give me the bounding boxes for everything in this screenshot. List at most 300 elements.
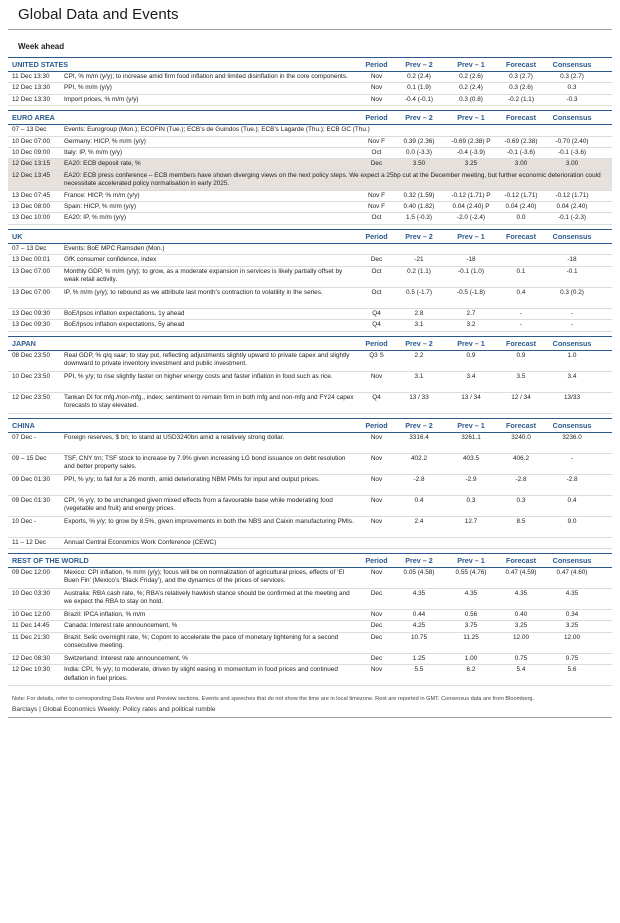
- row-event: EA20: ECB deposit rate, %: [64, 160, 141, 168]
- table-row: [8, 213, 612, 224]
- row-consensus: 3.4: [567, 372, 577, 380]
- row-consensus: 0.47 (4.60): [556, 568, 588, 576]
- table-row: [8, 475, 612, 496]
- row-period: Q4: [372, 321, 381, 329]
- row-date: 13 Dec 09:30: [12, 321, 51, 329]
- row-forecast: -0.12 (1.71): [504, 191, 538, 199]
- row-date: 11 Dec 14:45: [12, 622, 50, 630]
- row-forecast: -0.1 (-3.6): [506, 149, 536, 157]
- row-event: EA20: IP, % m/m (y/y): [64, 214, 127, 222]
- row-date: 13 Dec 09:30: [12, 309, 51, 317]
- table-row: [8, 393, 612, 414]
- column-header-forecast: Forecast: [506, 231, 536, 241]
- row-prev1: 3.4: [466, 372, 476, 380]
- table-row: [8, 159, 612, 170]
- row-date: 10 Dec 07:00: [12, 137, 51, 145]
- row-date: 10 Dec 12:00: [12, 610, 51, 618]
- row-consensus: 3236.0: [562, 433, 582, 441]
- column-header-period: Period: [365, 555, 388, 565]
- row-event: Events: Eurogroup (Mon.); ECOFIN (Tue.); ECB’s de Guindos (Tue.); ECB’s Lagarde (Thu.); ECB GC (Thu.): [64, 126, 370, 134]
- section-header: [8, 229, 612, 244]
- column-header-prev1: Prev – 1: [457, 60, 485, 69]
- section-header: [8, 57, 612, 72]
- section-name: REST OF THE WORLD: [12, 555, 89, 565]
- row-forecast: -0.69 (2.38): [504, 137, 538, 145]
- row-prev2: -2.8: [413, 475, 425, 483]
- row-prev1: 6.2: [466, 666, 476, 674]
- row-date: 13 Dec 07:00: [12, 288, 51, 296]
- row-period: Nov: [370, 372, 383, 380]
- row-forecast: 0.3: [516, 496, 526, 504]
- column-header-prev1: Prev – 1: [457, 420, 485, 430]
- row-period: Nov: [370, 610, 383, 618]
- title-divider: [8, 29, 612, 30]
- row-period: Nov: [370, 568, 383, 576]
- row-event: Tankan DI for mfg./non-mfg., index; sentiment to remain firm in both mfg and non-mfg and FY24 capex forecasts to stay elevated.: [64, 393, 354, 409]
- row-prev1: 0.04 (2.40) P: [452, 203, 490, 211]
- row-forecast: 0.4: [516, 288, 526, 296]
- row-consensus: 3.25: [565, 622, 579, 630]
- row-date: 12 Dec 13:15: [12, 160, 51, 168]
- row-prev2: -0.4 (-0.1): [404, 95, 434, 103]
- row-prev1: -0.12 (1.71) P: [451, 191, 491, 199]
- row-event: Mexico: CPI inflation, % m/m (y/y); focus will be on normalization of agricultural prices, effects of ‘El Buen Fin’ (Mexico’s ‘Black Friday’), and the dynamics of the prices of services.: [64, 568, 345, 585]
- table-row: [8, 95, 612, 106]
- row-prev1: -0.1 (1.0): [458, 267, 484, 275]
- row-event: EA20: ECB press conference – ECB members have shown diverging views on the next policy steps. We expect a 25bp cut at the December meeting, but further economic deterioration could necessitate accelerated policy normalisation in early 2025.: [64, 171, 601, 188]
- row-prev1: -18: [466, 256, 476, 264]
- row-event: Annual Central Economics Work Conference (CEWC): [64, 538, 217, 546]
- row-forecast: [497, 255, 545, 257]
- row-forecast: 0.3 (2.7): [509, 73, 533, 80]
- row-consensus: 0.75: [565, 654, 579, 662]
- table-row: [8, 125, 612, 136]
- row-event: GfK consumer confidence, index: [64, 256, 157, 264]
- row-prev1: 0.3 (0.8): [459, 95, 483, 103]
- row-consensus: 4.35: [565, 589, 579, 597]
- section-header: [8, 418, 612, 433]
- row-period: Dec: [370, 160, 383, 168]
- row-prev1: 0.2 (2.6): [459, 73, 483, 80]
- row-date: 13 Dec 07:00: [12, 267, 51, 275]
- row-period: Nov: [370, 73, 383, 80]
- table-row: [8, 351, 612, 372]
- table-row: [8, 621, 612, 632]
- row-prev1: 1.00: [464, 654, 478, 662]
- row-forecast: 3240.0: [511, 433, 531, 441]
- row-prev2: 0.5 (-1.7): [406, 288, 432, 296]
- row-date: 12 Dec 13:30: [12, 84, 51, 92]
- row-event: PPI, % m/m (y/y): [64, 84, 112, 92]
- column-header-prev2: Prev – 2: [405, 420, 433, 430]
- row-forecast: 0.0: [516, 214, 526, 222]
- row-consensus: 9.0: [567, 517, 577, 525]
- row-prev1: 4.35: [464, 589, 478, 597]
- table-row: [8, 72, 612, 83]
- row-event: CPI, % y/y; to be unchanged given mixed effects from a favourable base while moderating food (vegetable and fruit) and energy prices.: [64, 496, 333, 512]
- column-header-prev1: Prev – 1: [457, 113, 485, 123]
- row-prev2: 0.44: [412, 610, 426, 618]
- row-consensus: 13/33: [564, 393, 580, 401]
- section-header: [8, 110, 612, 125]
- row-consensus: 3.00: [565, 160, 579, 168]
- row-event: India: CPI, % y/y; to moderate, driven by slight easing in momentum in food prices and continued deflation in fuel prices.: [64, 666, 338, 682]
- row-period: Nov: [370, 666, 383, 674]
- table-row: [8, 309, 612, 320]
- row-event: Switzerland: Interest rate announcement, %: [64, 654, 188, 662]
- row-prev2: 1.5 (-0.3): [406, 214, 432, 222]
- row-forecast: 0.47 (4.59): [505, 568, 537, 576]
- row-prev1: 13 / 34: [461, 393, 481, 401]
- row-prev1: -0.5 (-1.8): [456, 288, 486, 296]
- row-prev1: -0.69 (2.38) P: [451, 137, 491, 145]
- row-date: 13 Dec 08:00: [12, 203, 51, 211]
- table-row: [8, 191, 612, 202]
- row-prev1: 11.25: [463, 633, 479, 641]
- row-consensus: -: [570, 309, 574, 317]
- row-consensus: -0.12 (1.71): [555, 191, 589, 199]
- row-period: Nov: [370, 95, 383, 103]
- row-period: Nov: [370, 517, 383, 525]
- column-header-period: Period: [365, 60, 388, 69]
- row-consensus: 0.3: [567, 84, 577, 92]
- row-prev2: 10.75: [411, 633, 427, 641]
- row-prev2: -21: [414, 256, 424, 264]
- row-period: Q4: [372, 309, 381, 317]
- column-header-prev2: Prev – 2: [405, 231, 433, 241]
- row-prev1: 3.25: [464, 160, 478, 168]
- section-name: UK: [12, 231, 23, 241]
- row-prev1: 403.5: [463, 454, 479, 462]
- row-date: 11 Dec 21:30: [12, 633, 50, 641]
- row-consensus: -: [570, 321, 574, 329]
- row-period: Dec: [370, 256, 383, 264]
- row-event: France: HICP, % m/m (y/y): [64, 191, 140, 199]
- row-prev2: 3.1: [414, 372, 424, 380]
- row-event: Monthly GDP, % m/m (y/y); to grow, as a moderate expansion in services is likely partially offset by weak retail activity.: [64, 267, 343, 284]
- row-prev1: 0.9: [466, 351, 476, 359]
- row-date: 10 Dec 09:00: [12, 149, 51, 157]
- row-prev2: 1.25: [412, 654, 426, 662]
- column-header-consensus: Consensus: [552, 231, 592, 241]
- row-event: Import prices, % m/m (y/y): [64, 95, 139, 103]
- row-prev2: 0.2 (2.4): [407, 73, 431, 80]
- row-prev2: 2.8: [414, 309, 424, 317]
- row-event: Spain: HICP, % m/m (y/y): [64, 203, 136, 211]
- row-event: Exports, % y/y; to grow by 8.5%, given improvements in both the NBS and Caixin manufacturing PMIs.: [64, 517, 354, 525]
- column-header-period: Period: [365, 338, 388, 348]
- row-date: 13 Dec 00:01: [12, 256, 51, 264]
- table-row: [8, 255, 612, 266]
- row-date: 10 Dec 03:30: [12, 589, 51, 597]
- column-header-forecast: Forecast: [506, 555, 536, 565]
- page: [8, 6, 612, 718]
- row-event: Brazil: IPCA inflation, % m/m: [64, 610, 146, 618]
- row-consensus: -0.1: [566, 267, 578, 275]
- row-period: Nov F: [367, 137, 386, 145]
- row-prev1: -0.4 (-3.9): [456, 149, 486, 157]
- row-prev2: 3316.4: [409, 433, 429, 441]
- row-consensus: 0.3 (2.7): [560, 73, 584, 80]
- row-prev1: -2.0 (-2.4): [456, 214, 486, 222]
- row-period: Oct: [371, 214, 382, 222]
- row-date: 09 Dec 01:30: [12, 496, 51, 504]
- section-name: JAPAN: [12, 338, 36, 348]
- section-euro: [8, 110, 612, 225]
- row-forecast: -: [519, 309, 523, 317]
- column-header-prev2: Prev – 2: [405, 60, 433, 69]
- row-date: 09 Dec 12:00: [12, 568, 51, 576]
- column-header-prev2: Prev – 2: [405, 555, 433, 565]
- row-event: BoE/Ipsos inflation expectations, 5y ahead: [64, 321, 185, 329]
- row-date: 12 Dec 23:50: [12, 393, 51, 401]
- row-consensus: -0.1 (-2.3): [557, 214, 587, 222]
- row-forecast: -2.8: [515, 475, 527, 483]
- column-header-prev2: Prev – 2: [405, 338, 433, 348]
- row-period: Oct: [371, 149, 382, 157]
- row-period: Nov F: [367, 203, 386, 211]
- row-date: 12 Dec 08:30: [12, 654, 51, 662]
- row-prev2: 4.35: [412, 589, 426, 597]
- row-prev2: 402.2: [411, 454, 427, 462]
- table-row: [8, 171, 612, 191]
- row-event: BoE/Ipsos inflation expectations, 1y ahead: [64, 309, 185, 317]
- section-uk: [8, 229, 612, 332]
- row-event: Real GDP, % q/q saar; to stay put, reflecting adjustments slightly upward to private capex and slightly downward to private inventory investment and public investment.: [64, 351, 350, 367]
- row-prev1: 3.2: [466, 321, 476, 329]
- section-us: [8, 57, 612, 106]
- row-event: Canada: Interest rate announcement, %: [64, 622, 178, 630]
- row-consensus: -18: [567, 256, 577, 264]
- row-period: Oct: [371, 267, 382, 275]
- table-row: [8, 137, 612, 148]
- section-name: UNITED STATES: [12, 60, 69, 69]
- row-prev2: 0.0 (-3.3): [406, 149, 432, 157]
- row-consensus: 0.34: [565, 610, 579, 618]
- section-name: CHINA: [12, 420, 35, 430]
- row-prev1: 2.7: [466, 309, 476, 317]
- row-prev2: 0.32 (1.59): [403, 191, 435, 199]
- row-event: Italy: IP, % m/m (y/y): [64, 149, 123, 157]
- row-consensus: -0.3: [566, 95, 578, 103]
- row-prev2: 0.40 (1.82): [403, 203, 435, 211]
- table-row: [8, 454, 612, 475]
- footnote: Note: For details, refer to corresponding Data Review and Preview sections. Events and speeches that do not show the time are in local timezone. Rest are reported in GMT. Consensus data are from Bloomberg.: [12, 696, 535, 703]
- row-event: IP, % m/m (y/y); to rebound as we attribute last month’s contraction to volatility in the series.: [64, 288, 323, 296]
- table-row: [8, 665, 612, 686]
- table-row: [8, 654, 612, 665]
- footer-source: Barclays | Global Economics Weekly: Policy rates and political rumble: [12, 705, 216, 713]
- row-date: 07 – 13 Dec: [12, 126, 47, 134]
- row-date: 09 Dec 01:30: [12, 475, 51, 483]
- row-event: Australia: RBA cash rate, %; RBA’s relatively hawkish stance should be confirmed at the meeting and we expect the RBA to stay on hold.: [64, 589, 350, 606]
- table-row: [8, 538, 612, 549]
- row-forecast: 3.25: [514, 622, 528, 630]
- row-date: 12 Dec 10:30: [12, 666, 51, 674]
- row-prev1: 0.2 (2.4): [459, 84, 483, 92]
- row-consensus: -2.8: [566, 475, 578, 483]
- row-consensus: 0.04 (2.40): [556, 203, 588, 211]
- row-period: Q3 S: [369, 351, 384, 359]
- column-header-period: Period: [365, 231, 388, 241]
- row-period: Dec: [370, 633, 383, 641]
- row-prev2: 3.50: [412, 160, 426, 168]
- column-header-prev1: Prev – 1: [457, 338, 485, 348]
- row-event: TSF, CNY trn; TSF stock to increase by 7.9% given increasing LG bond issuance on debt resolution and better property sales.: [64, 454, 346, 470]
- section-china: [8, 418, 612, 549]
- table-row: [8, 496, 612, 517]
- row-consensus: 0.3 (0.2): [560, 288, 584, 296]
- column-header-forecast: Forecast: [506, 420, 536, 430]
- row-forecast: 0.40: [514, 610, 528, 618]
- row-period: Nov: [370, 84, 383, 92]
- row-forecast: 3.5: [516, 372, 526, 380]
- section-rest: [8, 553, 612, 686]
- table-row: [8, 202, 612, 213]
- row-period: Nov: [370, 496, 383, 504]
- row-period: Q4: [372, 393, 381, 401]
- column-header-forecast: Forecast: [506, 338, 536, 348]
- row-forecast: -0.2 (1.1): [508, 95, 534, 103]
- table-row: [8, 568, 612, 589]
- row-event: Events: BoE MPC Ramsden (Mon.): [64, 244, 165, 252]
- row-date: 07 – 13 Dec: [12, 244, 47, 252]
- table-row: [8, 148, 612, 159]
- column-header-consensus: Consensus: [552, 555, 592, 565]
- row-date: 13 Dec 10:00: [12, 214, 51, 222]
- column-header-consensus: Consensus: [552, 338, 592, 348]
- row-date: 12 Dec 13:30: [12, 95, 51, 103]
- row-forecast: 5.4: [516, 666, 526, 674]
- row-prev2: 0.39 (2.36): [403, 137, 435, 145]
- row-date: 13 Dec 07:45: [12, 191, 51, 199]
- section-header: [8, 553, 612, 568]
- row-prev2: 2.4: [414, 517, 424, 525]
- row-prev1: -2.9: [465, 475, 477, 483]
- column-header-prev2: Prev – 2: [405, 113, 433, 123]
- row-period: Nov F: [367, 191, 386, 199]
- row-forecast: 8.5: [516, 517, 526, 525]
- table-row: [8, 610, 612, 621]
- bottom-divider: [8, 717, 612, 718]
- table-row: [8, 517, 612, 538]
- column-header-consensus: Consensus: [552, 420, 592, 430]
- row-period: Nov: [370, 454, 383, 462]
- row-consensus: 0.4: [567, 496, 577, 504]
- row-event: Germany: HICP, % m/m (y/y): [64, 137, 146, 145]
- table-row: [8, 633, 612, 654]
- row-date: 07 Dec -: [12, 433, 37, 441]
- row-date: 09 – 15 Dec: [12, 454, 47, 462]
- row-forecast: 12 / 34: [511, 393, 531, 401]
- row-prev2: 0.2 (1.1): [407, 267, 431, 275]
- row-period: Dec: [370, 622, 383, 630]
- row-consensus: -0.70 (2.40): [555, 137, 589, 145]
- row-date: 11 – 12 Dec: [12, 538, 46, 546]
- row-prev1: 0.55 (4.76): [455, 568, 487, 576]
- column-header-forecast: Forecast: [506, 60, 536, 69]
- row-date: 10 Dec -: [12, 517, 37, 525]
- section-japan: [8, 336, 612, 414]
- row-consensus: 5.6: [567, 666, 577, 674]
- column-header-period: Period: [365, 420, 388, 430]
- row-prev1: 3261.1: [461, 433, 481, 441]
- row-forecast: 0.3 (2.6): [509, 84, 533, 92]
- table-row: [8, 372, 612, 393]
- table-row: [8, 244, 612, 255]
- row-prev2: 2.2: [414, 351, 424, 359]
- row-event: PPI, % y/y; to rise slightly faster on higher energy costs and faster inflation in food such as rice.: [64, 372, 333, 380]
- column-header-forecast: Forecast: [506, 113, 536, 123]
- row-prev1: 0.3: [466, 496, 476, 504]
- table-row: [8, 320, 612, 331]
- page-title: Global Data and Events: [18, 6, 179, 23]
- row-forecast: 0.04 (2.40): [505, 203, 537, 211]
- row-period: Nov: [370, 475, 383, 483]
- row-date: 12 Dec 13:45: [12, 171, 51, 179]
- column-header-prev1: Prev – 1: [457, 231, 485, 241]
- row-period: Oct: [371, 288, 382, 296]
- column-header-prev1: Prev – 1: [457, 555, 485, 565]
- row-period: Dec: [370, 654, 383, 662]
- column-header-consensus: Consensus: [552, 60, 592, 69]
- section-name: EURO AREA: [12, 113, 55, 123]
- row-forecast: 406.2: [513, 454, 529, 462]
- row-forecast: 0.9: [516, 351, 526, 359]
- table-row: [8, 288, 612, 309]
- row-event: Brazil: Selic overnight rate, %; Copom to accelerate the pace of monetary tightening for a second consecutive meeting.: [64, 633, 339, 650]
- row-forecast: 12.00: [513, 633, 529, 641]
- row-event: CPI, % m/m (y/y); to increase amid firm food inflation and limited disinflation in the core components.: [64, 73, 348, 80]
- row-period: Nov: [370, 433, 383, 441]
- row-prev1: 3.75: [464, 622, 478, 630]
- row-prev2: 0.1 (1.9): [407, 84, 431, 92]
- row-forecast: -: [519, 321, 523, 329]
- row-prev2: 5.5: [414, 666, 424, 674]
- row-date: 11 Dec 13:30: [12, 73, 50, 80]
- row-prev2: 0.05 (4.58): [403, 568, 435, 576]
- row-prev2: 13 / 33: [409, 393, 429, 401]
- row-forecast: 0.75: [514, 654, 528, 662]
- row-event: Foreign reserves, $ bn; to stand at USD3240bn amid a relatively strong dollar.: [64, 433, 285, 441]
- row-consensus: 12.00: [564, 633, 580, 641]
- row-forecast: 0.1: [516, 267, 526, 275]
- row-consensus: -: [570, 454, 574, 462]
- table-row: [8, 83, 612, 94]
- row-date: 10 Dec 23:50: [12, 372, 51, 380]
- row-date: 08 Dec 23:50: [12, 351, 51, 359]
- row-prev2: 3.1: [414, 321, 424, 329]
- column-header-consensus: Consensus: [552, 113, 592, 123]
- row-event: PPI, % y/y; to fall for a 26 month, amid deteriorating NBM PMIs for input and output prices.: [64, 475, 320, 483]
- row-prev2: 4.25: [412, 622, 426, 630]
- row-prev1: 12.7: [464, 517, 478, 525]
- row-prev2: 0.4: [414, 496, 424, 504]
- column-header-period: Period: [365, 113, 388, 123]
- calendar-table: [8, 57, 612, 686]
- row-forecast: 3.00: [514, 160, 528, 168]
- table-row: [8, 267, 612, 288]
- row-consensus: 1.0: [567, 351, 577, 359]
- row-forecast: 4.35: [514, 589, 528, 597]
- section-header: [8, 336, 612, 351]
- row-period: Dec: [370, 589, 383, 597]
- subtitle: Week ahead: [18, 42, 65, 51]
- table-row: [8, 589, 612, 610]
- row-prev1: 0.56: [464, 610, 478, 618]
- table-row: [8, 433, 612, 454]
- row-consensus: -0.1 (-3.6): [557, 149, 587, 157]
